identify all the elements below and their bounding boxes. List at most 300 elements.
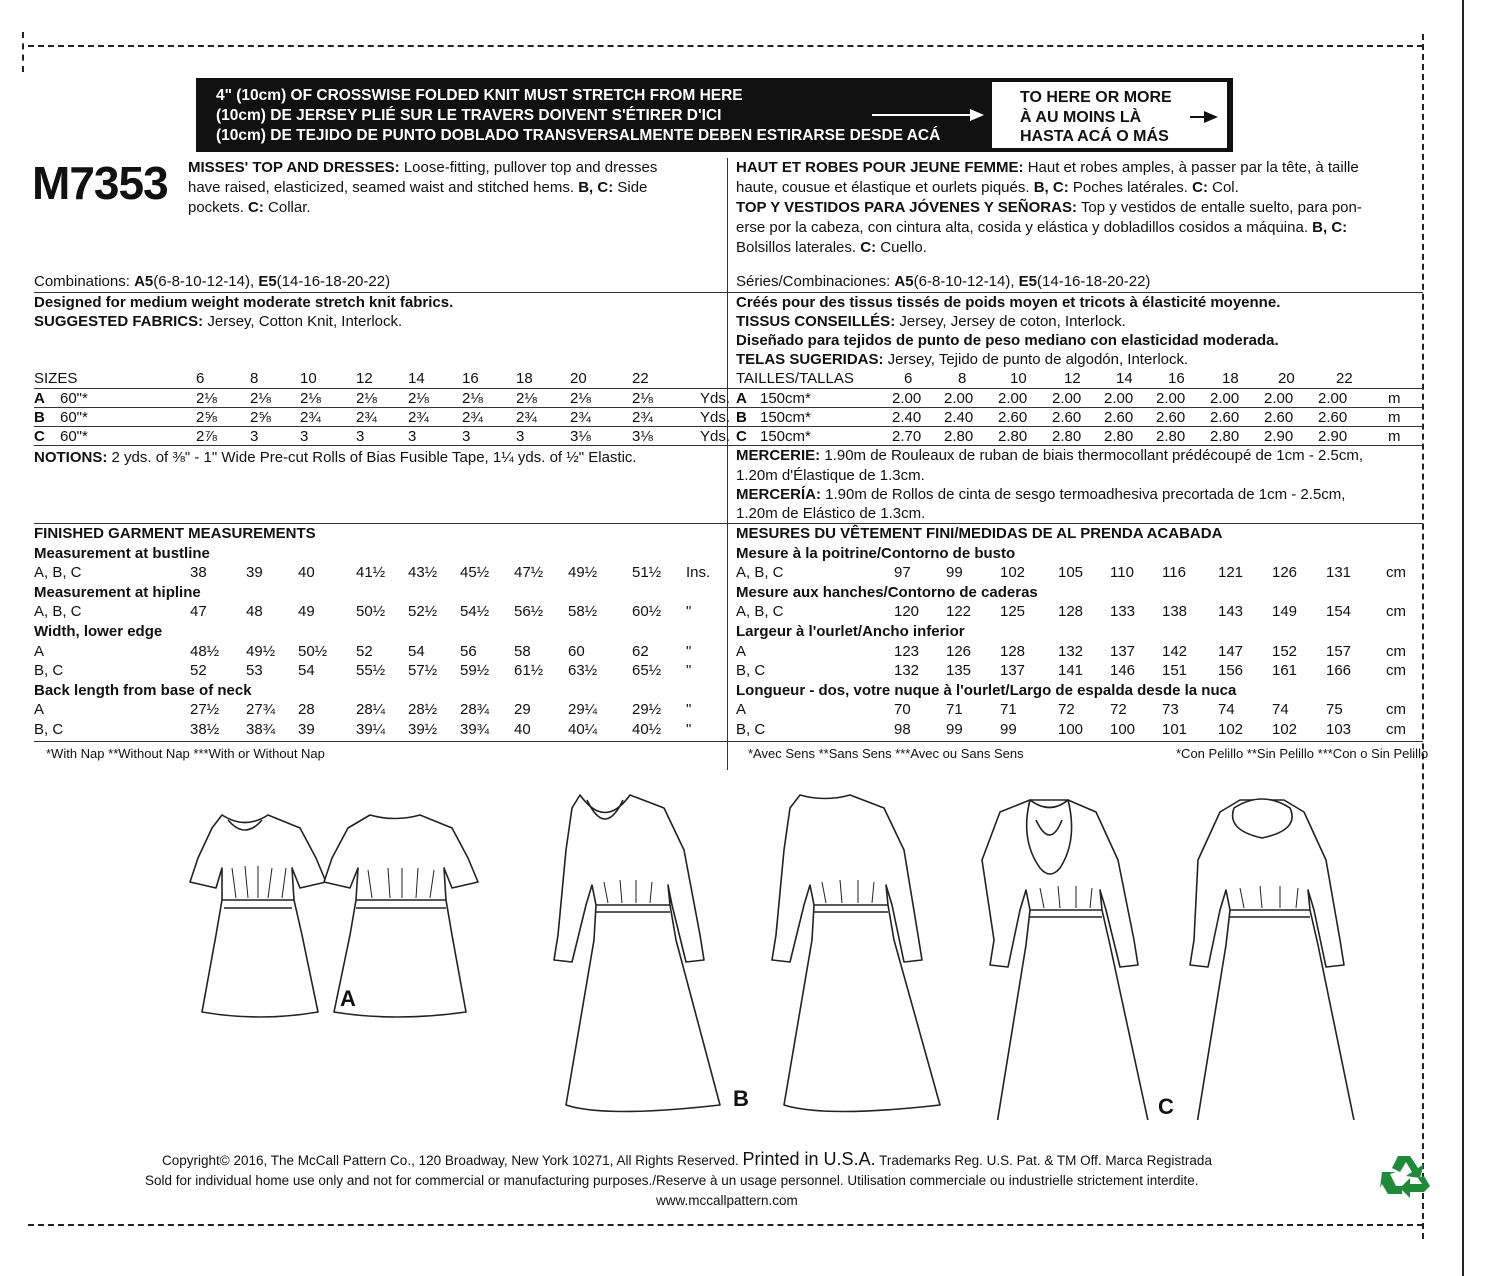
size-6: 6 <box>904 370 913 387</box>
to-here-en: TO HERE OR MORE <box>1020 89 1172 106</box>
fr-measurement-heading <box>736 583 1436 602</box>
measurement-value: 74 <box>1272 701 1289 719</box>
measurement-value: 116 <box>1162 564 1186 582</box>
yardage-value: 2⅝ <box>196 409 217 426</box>
measurement-value: 141 <box>1058 662 1084 680</box>
measurement-value: 137 <box>1110 642 1136 660</box>
fr-measurement-row <box>736 661 1436 680</box>
mercerie-line2: 1.20m d'Élastique de 1.3cm. <box>736 467 925 484</box>
measurement-title: Measurement at bustline <box>34 544 210 562</box>
desc-line3c-es: Cuello. <box>876 239 927 256</box>
description-fr-es <box>736 158 1426 258</box>
pattern-number: M7353 <box>32 157 168 209</box>
measurement-value: 29½ <box>632 701 662 719</box>
view-b-back-illustration <box>772 795 940 1112</box>
merceria-line2: 1.20m de Elástico de 1.3cm. <box>736 505 926 522</box>
yardage-value: 2⅛ <box>632 390 653 407</box>
printed-in: Printed in U.S.A. <box>742 1149 876 1169</box>
unit: Ins. <box>686 564 711 582</box>
measurement-value: 131 <box>1326 564 1352 582</box>
views: A, B, C <box>34 564 82 582</box>
measurement-value: 50½ <box>298 642 328 660</box>
suggested-fabrics-fr <box>736 312 1126 331</box>
measurement-value: 48½ <box>190 642 220 660</box>
yardage-value: 2.80 <box>1156 428 1186 445</box>
yardage-row-c <box>34 427 734 446</box>
fr-measurement-heading <box>736 544 1436 563</box>
to-here-es: HASTA ACÁ O MÁS <box>1020 128 1169 145</box>
yardage-value: 2.80 <box>1052 428 1082 445</box>
en-measurement-heading <box>34 681 734 700</box>
arrow-right-icon <box>1190 116 1216 118</box>
divider <box>34 741 727 742</box>
sizes-label: SIZES <box>34 370 78 387</box>
desc-line2-en: have raised, elasticized, seamed waist and stitched hems. <box>188 179 575 196</box>
views: A, B, C <box>736 564 784 582</box>
website: www.mccallpattern.com <box>656 1193 798 1208</box>
measurement-value: 38¾ <box>246 721 276 738</box>
series-label: Séries/Combinaciones: <box>736 273 891 290</box>
yardage-value: 3⅛ <box>632 428 653 445</box>
size-10: 10 <box>1010 370 1027 387</box>
measurement-value: 28¼ <box>356 701 386 719</box>
yardage-value: 2.60 <box>1318 409 1348 426</box>
measurement-value: 100 <box>1058 721 1084 738</box>
divider <box>34 445 727 446</box>
fr-measurement-heading <box>736 681 1436 700</box>
measurement-value: 126 <box>1272 564 1298 582</box>
size-22: 22 <box>1336 370 1353 387</box>
yardage-value: 2.70 <box>892 428 922 445</box>
to-here-fr: À AU MOINS LÀ <box>1020 108 1142 126</box>
designed-for-es: Diseñado para tejidos de punto de peso mediano con elasticidad moderada. <box>736 332 1279 349</box>
yardage-value: 2.40 <box>892 409 922 426</box>
yardage-value: 2.00 <box>944 390 974 407</box>
measurement-value: 28½ <box>408 701 438 719</box>
stretch-line-es: (10cm) DE TEJIDO DE PUNTO DOBLADO TRANSVERSALMENTE DEBEN ESTIRARSE DESDE ACÁ <box>216 127 941 144</box>
size-6: 6 <box>196 370 205 387</box>
yardage-value: 2⅛ <box>250 390 271 407</box>
measurement-value: 39 <box>298 721 315 738</box>
measurement-value: 142 <box>1162 642 1188 660</box>
unit: cm <box>1386 662 1406 680</box>
divider <box>728 741 1423 742</box>
mercerie-fr <box>736 446 1363 465</box>
notions-value: 2 yds. of ⅜" - 1" Wide Pre-cut Rolls of Bias Fusible Tape, 1¼ yds. of ½" Elastic. <box>107 449 637 466</box>
views: B, C <box>34 721 64 738</box>
measurement-value: 100 <box>1110 721 1136 738</box>
measurement-value: 55½ <box>356 662 386 680</box>
measurement-value: 143 <box>1218 603 1244 621</box>
mercerie-line1: 1.90m de Rouleaux de ruban de biais thermocollant prédécoupé de 1cm - 2.5cm, <box>820 447 1363 464</box>
stretch-line-fr: (10cm) DE JERSEY PLIÉ SUR LE TRAVERS DOIVENT S'ÉTIRER D'ICI <box>216 107 722 124</box>
combo-a-code: A5 <box>134 273 154 290</box>
measurement-title: Mesure aux hanches/Contorno de caderas <box>736 583 1038 601</box>
measurement-value: 166 <box>1326 662 1352 680</box>
combinations-en <box>34 272 390 291</box>
measurement-value: 40½ <box>632 721 662 738</box>
yardage-value: 2⅛ <box>300 390 321 407</box>
measurement-value: 27¾ <box>246 701 276 719</box>
yardage-value: 2⅛ <box>196 390 217 407</box>
sizes-header-row-fr <box>736 369 1436 388</box>
en-measurement-row <box>34 642 734 661</box>
desc-view-c-fr: C: <box>1187 179 1208 196</box>
yardage-value: 3 <box>250 428 259 445</box>
combo-e-sizes: (14-16-18-20-22) <box>276 273 391 290</box>
yardage-value: 2.60 <box>1156 409 1186 426</box>
yardage-value: 2.80 <box>944 428 974 445</box>
measurement-value: 98 <box>894 721 911 738</box>
desc-title-fr: HAUT ET ROBES POUR JEUNE FEMME: <box>736 159 1024 176</box>
unit: " <box>686 701 692 719</box>
desc-views-bc-en: B, C: <box>574 179 614 196</box>
desc-views-bc-es: B, C: <box>1308 219 1348 236</box>
measurement-value: 62 <box>632 642 649 660</box>
garment-illustrations <box>0 780 1460 1120</box>
cut-line-top <box>28 45 1423 47</box>
measurement-value: 128 <box>1000 642 1026 660</box>
size-14: 14 <box>408 370 425 387</box>
en-measurement-row <box>34 700 734 719</box>
measurement-value: 126 <box>946 642 972 660</box>
measurement-value: 49½ <box>568 564 598 582</box>
yardage-value: 2.60 <box>1052 409 1082 426</box>
yardage-value: 2¾ <box>516 409 537 426</box>
unit: " <box>686 642 692 660</box>
measurement-value: 39¼ <box>356 721 386 738</box>
measurement-value: 49½ <box>246 642 276 660</box>
measurement-value: 41½ <box>356 564 386 582</box>
measurement-value: 121 <box>1218 564 1244 582</box>
fr-measurement-row <box>736 642 1436 661</box>
size-18: 18 <box>1222 370 1239 387</box>
stretch-guide <box>196 78 1233 152</box>
measurement-value: 154 <box>1326 603 1352 621</box>
measurement-value: 103 <box>1326 721 1352 738</box>
desc-view-c-en: C: <box>243 199 264 216</box>
yardage-value: 2⅛ <box>570 390 591 407</box>
size-16: 16 <box>1168 370 1185 387</box>
desc-line3-en: pockets. <box>188 199 244 216</box>
measurement-value: 52½ <box>408 603 438 621</box>
yardage-value: 2.00 <box>1156 390 1186 407</box>
measurement-value: 120 <box>894 603 920 621</box>
measurement-value: 73 <box>1162 701 1179 719</box>
measurement-value: 40 <box>298 564 315 582</box>
view-letter: A <box>736 390 747 407</box>
suggested-value-fr: Jersey, Jersey de coton, Interlock. <box>895 313 1126 330</box>
fr-measurement-row <box>736 602 1436 621</box>
measurement-value: 58 <box>514 642 531 660</box>
yardage-value: 2⅞ <box>196 428 217 445</box>
desc-line3c-en: Collar. <box>263 199 311 216</box>
edge-line-right <box>1462 0 1464 1276</box>
measurement-title: Back length from base of neck <box>34 681 252 699</box>
fabric-width: 60"* <box>60 390 88 407</box>
desc-line2-fr: haute, cousue et élastique et ourlets piqués. <box>736 179 1030 196</box>
merceria-es <box>736 485 1345 504</box>
en-measurement-heading <box>34 583 734 602</box>
measurement-value: 52 <box>190 662 207 680</box>
yardage-value: 3 <box>516 428 525 445</box>
en-measurement-row <box>34 720 734 739</box>
suggested-fabrics-es <box>736 350 1188 369</box>
measurement-value: 53 <box>246 662 263 680</box>
measurement-value: 135 <box>946 662 972 680</box>
view-label-c: C <box>1158 1094 1174 1119</box>
fabric-width: 150cm* <box>760 390 811 407</box>
measurement-value: 38 <box>190 564 207 582</box>
suggested-value-es: Jersey, Tejido de punto de algodón, Interlock. <box>883 351 1189 368</box>
yardage-value: 3⅛ <box>570 428 591 445</box>
view-label-b: B <box>733 1086 749 1111</box>
size-8: 8 <box>250 370 259 387</box>
unit: cm <box>1386 564 1406 582</box>
desc-line2c-en: Side <box>613 179 648 196</box>
nap-note-fr: *Avec Sens **Sans Sens ***Avec ou Sans Sens <box>748 746 1024 761</box>
finished-title: FINISHED GARMENT MEASUREMENTS <box>34 525 316 542</box>
stretch-line-en: 4" (10cm) OF CROSSWISE FOLDED KNIT MUST STRETCH FROM HERE <box>216 87 743 104</box>
view-b-front-illustration <box>554 795 720 1112</box>
yardage-row-a <box>34 389 734 408</box>
yardage-value: 2¾ <box>408 409 429 426</box>
yardage-value: 2¾ <box>300 409 321 426</box>
size-8: 8 <box>958 370 967 387</box>
designed-for-fr: Créés pour des tissus tissés de poids moyen et tricots à élasticité moyenne. <box>736 294 1281 311</box>
yardage-row-fr-b <box>736 408 1436 427</box>
measurement-value: 75 <box>1326 701 1343 719</box>
yardage-value: 2.60 <box>1210 409 1240 426</box>
nap-note-en: *With Nap **Without Nap ***With or Without Nap <box>46 746 325 761</box>
views: B, C <box>34 662 64 680</box>
size-12: 12 <box>356 370 373 387</box>
footer-line2: Sold for individual home use only and not for commercial or manufacturing purposes./Reserve à un usage personnel. Utilisation commerciale ou industrielle strictement interdite. <box>145 1173 1199 1188</box>
unit: Yds. <box>700 409 731 426</box>
view-letter: A <box>34 390 45 407</box>
measurement-value: 47½ <box>514 564 544 582</box>
measurement-value: 47 <box>190 603 207 621</box>
measurement-value: 147 <box>1218 642 1244 660</box>
yardage-row-fr-c <box>736 427 1436 446</box>
views: A <box>736 701 747 719</box>
yardage-value: 2.80 <box>1210 428 1240 445</box>
size-20: 20 <box>570 370 587 387</box>
measurement-value: 74 <box>1218 701 1235 719</box>
measurement-value: 54 <box>408 642 425 660</box>
measurement-value: 58½ <box>568 603 598 621</box>
measurement-value: 57½ <box>408 662 438 680</box>
en-measurement-row <box>34 661 734 680</box>
fabric-width: 150cm* <box>760 409 811 426</box>
desc-line3-es: Bolsillos laterales. <box>736 239 857 256</box>
measurement-value: 49 <box>298 603 315 621</box>
yardage-value: 2.80 <box>998 428 1028 445</box>
measurement-value: 28¾ <box>460 701 490 719</box>
yardage-value: 2.00 <box>1264 390 1294 407</box>
combo-e-sizes-fr: (14-16-18-20-22) <box>1037 273 1151 290</box>
yardage-value: 2¾ <box>632 409 653 426</box>
measurement-value: 39 <box>246 564 263 582</box>
measurement-value: 29¼ <box>568 701 598 719</box>
measurement-value: 101 <box>1162 721 1188 738</box>
measurement-value: 59½ <box>460 662 490 680</box>
unit: cm <box>1386 642 1406 660</box>
sizes-header-row <box>34 369 734 388</box>
yardage-value: 2⅛ <box>356 390 377 407</box>
fabric-width: 60"* <box>60 409 88 426</box>
yardage-value: 2.00 <box>892 390 922 407</box>
measurement-value: 72 <box>1110 701 1127 719</box>
unit: cm <box>1386 603 1406 621</box>
size-18: 18 <box>516 370 533 387</box>
measurement-value: 60 <box>568 642 585 660</box>
copyright: Copyright© 2016, The McCall Pattern Co., 120 Broadway, New York 10271, All Rights Reserved. <box>162 1153 739 1168</box>
yardage-value: 2.60 <box>1104 409 1134 426</box>
unit: " <box>686 662 692 680</box>
sizes-label-fr: TAILLES/TALLAS <box>736 370 854 387</box>
measurement-value: 102 <box>1218 721 1244 738</box>
yardage-value: 2.90 <box>1318 428 1348 445</box>
yardage-value: 2.00 <box>1318 390 1348 407</box>
measurement-value: 51½ <box>632 564 662 582</box>
notions-label: NOTIONS: <box>34 449 108 466</box>
yardage-value: 2.40 <box>944 409 974 426</box>
unit: Yds. <box>700 428 731 445</box>
view-c-front-illustration <box>982 800 1150 1120</box>
arrow-right-icon <box>872 114 982 116</box>
combinations-fr <box>736 272 1150 291</box>
measurement-value: 128 <box>1058 603 1084 621</box>
stretch-guide-target <box>992 82 1227 148</box>
measurement-value: 61½ <box>514 662 544 680</box>
designed-for-en: Designed for medium weight moderate stretch knit fabrics. <box>34 294 454 311</box>
measurement-value: 71 <box>1000 701 1017 719</box>
measurement-value: 102 <box>1272 721 1298 738</box>
suggested-label-fr: TISSUS CONSEILLÉS: <box>736 313 896 330</box>
merceria-label: MERCERÍA: <box>736 486 821 503</box>
measurement-value: 99 <box>1000 721 1017 738</box>
fabric-width: 60"* <box>60 428 88 445</box>
combo-a-sizes: (6-8-10-12-14), <box>153 273 255 290</box>
cut-line-left <box>22 32 24 72</box>
yardage-value: 2⅛ <box>516 390 537 407</box>
yardage-value: 2.60 <box>1264 409 1294 426</box>
desc-title-es: TOP Y VESTIDOS PARA JÓVENES Y SEÑORAS: <box>736 199 1077 216</box>
suggested-value-en: Jersey, Cotton Knit, Interlock. <box>203 313 403 330</box>
fr-measurement-row <box>736 700 1436 719</box>
yardage-value: 3 <box>408 428 417 445</box>
footer-line1 <box>162 1148 1212 1172</box>
measurement-value: 132 <box>894 662 920 680</box>
unit: " <box>686 721 692 738</box>
cut-line-bottom <box>28 1224 1423 1226</box>
en-measurement-heading <box>34 622 734 641</box>
unit: cm <box>1386 701 1406 719</box>
nap-note-es: *Con Pelillo **Sin Pelillo ***Con o Sin Pelillo <box>1176 746 1429 761</box>
measurement-value: 99 <box>946 721 963 738</box>
measurement-value: 70 <box>894 701 911 719</box>
measurement-value: 123 <box>894 642 920 660</box>
desc-line2-es: erse por la cabeza, con cintura alta, cosida y elástica y dobladillos cosidos a máquina. <box>736 219 1308 236</box>
measurement-value: 40 <box>514 721 531 738</box>
measurement-value: 28 <box>298 701 315 719</box>
en-measurement-row <box>34 602 734 621</box>
fr-measurement-row <box>736 720 1436 739</box>
yardage-value: 2¾ <box>570 409 591 426</box>
measurement-value: 138 <box>1162 603 1188 621</box>
views: A, B, C <box>34 603 82 621</box>
combinations-label: Combinations: <box>34 273 130 290</box>
views: A, B, C <box>736 603 784 621</box>
combo-a-code-fr: A5 <box>894 273 914 290</box>
view-letter: C <box>736 428 747 445</box>
desc-line1-en: Loose-fitting, pullover top and dresses <box>399 159 658 176</box>
combo-e-code: E5 <box>258 273 277 290</box>
combo-a-sizes-fr: (6-8-10-12-14), <box>913 273 1015 290</box>
measurement-value: 29 <box>514 701 531 719</box>
measurement-title: Measurement at hipline <box>34 583 201 601</box>
trademarks: Trademarks Reg. U.S. Pat. & TM Off. Marca Registrada <box>879 1153 1212 1168</box>
view-letter: B <box>736 409 747 426</box>
merceria-line1: 1.90m de Rollos de cinta de sesgo termoadhesiva precortada de 1cm - 2.5cm, <box>821 486 1346 503</box>
desc-line1-fr: Haut et robes amples, à passer par la tête, à taille <box>1023 159 1359 176</box>
views: A <box>736 642 747 660</box>
unit: " <box>686 603 692 621</box>
measurement-value: 56 <box>460 642 477 660</box>
desc-line2c-fr: Poches latérales. <box>1068 179 1188 196</box>
yardage-value: 2.90 <box>1264 428 1294 445</box>
view-a-front-illustration <box>190 815 326 1017</box>
measurement-value: 132 <box>1058 642 1084 660</box>
desc-line2e-fr: Col. <box>1207 179 1239 196</box>
measurement-value: 54 <box>298 662 315 680</box>
measurement-value: 157 <box>1326 642 1352 660</box>
fr-finished-title <box>736 524 1436 543</box>
unit: m <box>1388 390 1401 407</box>
yardage-value: 2.00 <box>1210 390 1240 407</box>
views: B, C <box>736 662 766 680</box>
measurement-value: 110 <box>1110 564 1134 582</box>
size-12: 12 <box>1064 370 1081 387</box>
measurement-value: 99 <box>946 564 963 582</box>
combo-e-code-fr: E5 <box>1018 273 1038 290</box>
size-20: 20 <box>1278 370 1295 387</box>
measurement-value: 102 <box>1000 564 1026 582</box>
notions-en <box>34 448 637 467</box>
measurement-value: 50½ <box>356 603 386 621</box>
view-letter: C <box>34 428 45 445</box>
measurement-value: 71 <box>946 701 963 719</box>
view-letter: B <box>34 409 45 426</box>
measurement-value: 72 <box>1058 701 1075 719</box>
yardage-value: 2⅛ <box>462 390 483 407</box>
size-10: 10 <box>300 370 317 387</box>
measurement-value: 43½ <box>408 564 438 582</box>
yardage-value: 3 <box>300 428 309 445</box>
views: B, C <box>736 721 766 738</box>
measurement-value: 54½ <box>460 603 490 621</box>
yardage-value: 2.00 <box>1052 390 1082 407</box>
measurement-title: Largeur à l'ourlet/Ancho inferior <box>736 623 965 640</box>
yardage-value: 2¾ <box>356 409 377 426</box>
unit: m <box>1388 428 1401 445</box>
yardage-value: 3 <box>462 428 471 445</box>
view-c-back-illustration <box>1190 799 1356 1120</box>
yardage-value: 2⅝ <box>250 409 271 426</box>
measurement-value: 152 <box>1272 642 1298 660</box>
fr-measurement-row <box>736 563 1436 582</box>
